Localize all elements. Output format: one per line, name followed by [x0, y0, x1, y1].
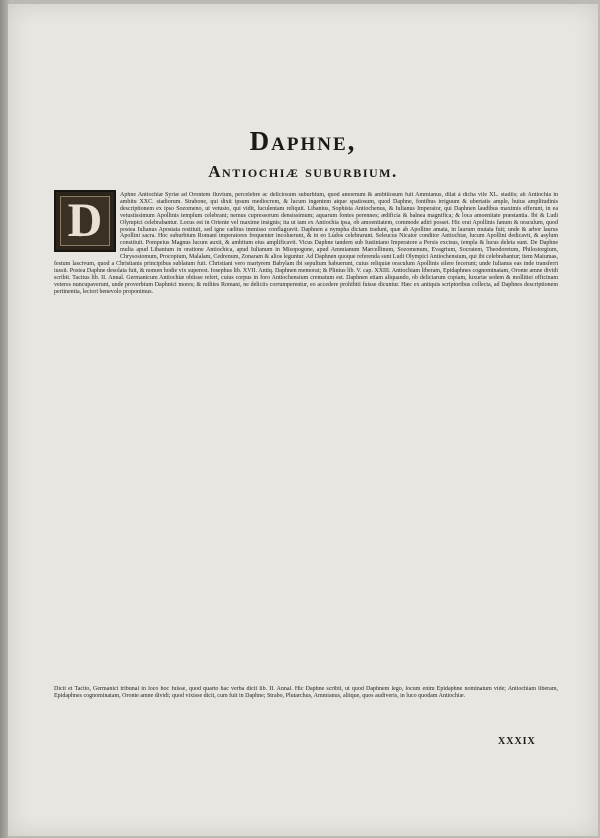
footnote: Dicit et Tacito, Germanici tribunal in loco hoc fuisse, quod quarto hac verba dicit lib. II. Annal. Hic Daphne scribit, ut quod Daphnem lego, locum enim Epidaphne nominatum vide; Antiochiam liberam, Epidaphnes cognominatam, Oronte amne dividi; quod vixisse dicit, cum fuit in Daphne; Strabo, Plutarchus, Ammianus, aliique, quos audiveris, in luco quodam Antiochiæ. [54, 686, 558, 700]
page-number: XXXIX [498, 736, 536, 747]
book-page [8, 4, 598, 836]
initial-letter: D [67, 194, 103, 247]
page-title: Daphne, [249, 126, 357, 156]
decorated-initial [54, 190, 116, 252]
page-subtitle: Antiochiæ suburbium. [208, 162, 398, 181]
body-text: Aphne Antiochiæ Syriæ ad Orontem fluvium, percelebre ac deliciosum suburbium, quod amoenum & ambitiosum fuit Ammianus, dilat à dicha vile XL. stadiis; ab Antiochia in ambitu XXC. stadiorum. Strabone, qui dixit ipsum mediocrem, & lucum ingentem atque spatiosum, quod Daphne, fontibus irriguum & ubertatis ample, huius amplitudinis descriptionem ex ipso Sozomeno, ut vetusto, qui vidit, luculentam reliquit. Libanius, Sophista Antiochenus, & Iulianus Imperator, qui Daphnen laudibus maximis efferunt, in ea vetustissimum Apollinis templum celebrant; nemus cupressorum densissimum; aquarum fontes perennes; ædificia & balnea magnifica; & loca amoenitate præstantia. Ibi & Ludi Olympici celebrabantur. Locus est in Oriente vel maxime insignis; ita ut iam ex Antiochia ipsa, ob amoenitatem, commode adiri posset. Hic erat Apollinis fanum & oraculum, quod postea Iulianus Apostata restituit, sed igne cælitus immisso conflagravit. Daphnen a nympha dictam tradunt, quæ ab Apolline amata, in laurum mutata fuit; unde & arbor laurus Apollini sacra. Hoc suburbium Romani imperatores frequenter incoluerunt, & in eo Ludos celebrarunt. Seleucus Nicator conditor Antiochiæ, lucum Apollini dedicavit, & asylum constituit. Pompeius Magnus lucum auxit, & ambitum eius amplificavit. Vicus Daphne tandem sub Iustiniano Imperatore a Persis excisus, templa & lucus deleta sunt. De Daphne multa apud Libanium in oratione Antiochica, apud Iulianum in Misopogone, apud Ammianum Marcellinum, Sozomenum, Evagrium, Socratem, Theodoretum, Philostorgium, Chrysostomum, Procopium, Malalam, Cedrenum, Zonaram & alios leguntur. Ad Daphnen quoque referenda sunt Ludi Olympici Antiochensium, qui ibi celebrabantur; item Maiumas, festum lascivum, quod a Christianis principibus sublatum fuit. Christiani vero martyrem Babylam ibi sepultum habuerunt, cuius reliquiæ oraculum Apollinis silere fecerunt; unde Iulianus eas inde transferri iussit. Postea Daphne desolata fuit, & nomen hodie vix superest. Iosephus lib. XVII. Antiq. Daphnen memorat; & Plinius lib. V. cap. XXIII. Antiochiam liberam, Epidaphnes cognominatam, Oronte amne dividi scribit. Tacitus lib. II. Annal. Germanicum Antiochiæ obiisse refert, cuius corpus in foro Antiochensium crematum est. Daphnen etiam aliquando, ob deliciarum copiam, luxuriæ sedem & mollitiei officinam veteres nuncupaverunt, unde proverbium Daphnici mores; & milites Romani, ne deliciis corrumperentur, eo accedere prohibiti fuisse dicuntur. Hæc ex antiquis scriptoribus collecta, ad Daphnes descriptionem pertinentia, lectori benevolo proponimus. [54, 192, 558, 295]
